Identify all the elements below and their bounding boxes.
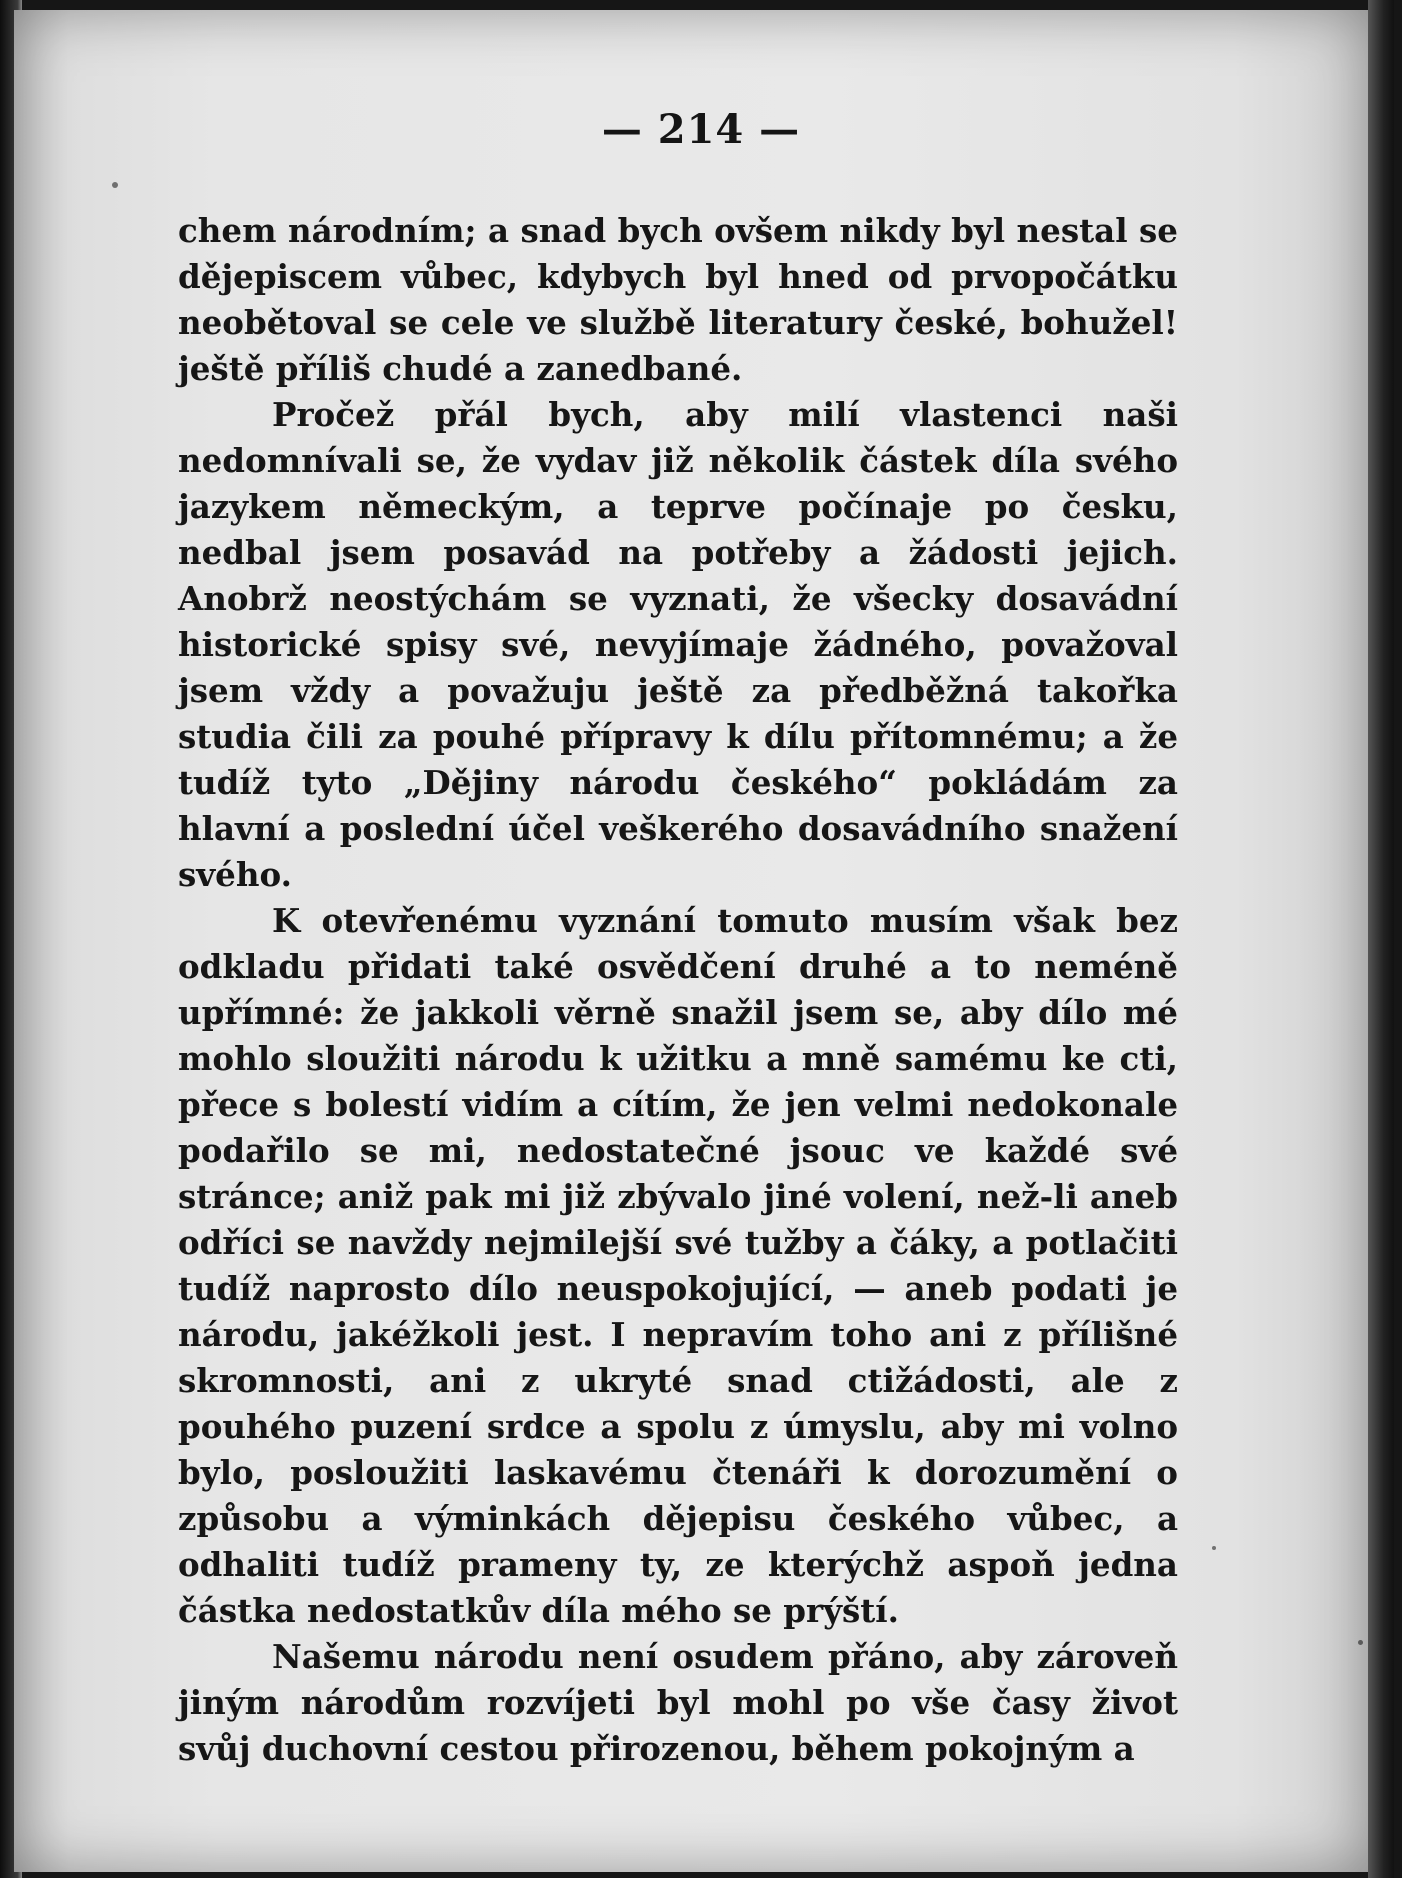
page-number-header: — 214 — (601, 106, 801, 153)
paragraph-4: Našemu národu není osudem přáno, aby zároveň jiným národům rozvíjeti byl mohl po vše časy život svůj duchovní cestou přirozenou, během pokojným a (178, 1637, 1178, 1768)
paragraph-1: chem národním; a snad bych ovšem nikdy byl nestal se dějepiscem vůbec, kdybych byl hned od prvopočátku neobětoval se cele ve službě literatury české, bohužel! ještě příliš chudé a zanedbané. (178, 211, 1178, 388)
paragraph-3: K otevřenému vyznání tomuto musím však bez odkladu přidati také osvědčení druhé a to neméně upřímné: že jakkoli věrně snažil jsem se, aby dílo mé mohlo sloužiti národu k užitku a mně samému ke cti, přece s bolestí vidím a cítím, že jen velmi nedokonale podařilo se mi, nedostatečné jsouc ve každé své stránce; aniž pak mi již zbývalo jiné volení, než-li aneb odříci se navždy nejmilejší své tužby a čáky, a potlačiti tudíž naprosto dílo neuspokojující, — aneb podati je národu, jakéžkoli jest. I nepravím toho ani z přílišné skromnosti, ani z ukryté snad ctižádosti, ale z pouhého puzení srdce a spolu z úmyslu, aby mi volno bylo, posloužiti laskavému čtenáři k dorozumění o způsobu a výminkách dějepisu českého vůbec, a odhaliti tudíž prameny ty, ze kterýchž aspoň jedna částka nedostatkův díla mého se prýští. (178, 901, 1178, 1630)
ink-speck (1212, 1546, 1216, 1550)
page-body (178, 208, 1178, 1772)
book-edge-shadow (1368, 0, 1394, 1878)
ink-speck (1358, 1640, 1363, 1645)
paragraph-2: Pročež přál bych, aby milí vlastenci naši nedomnívali se, že vydav již několik částek díla svého jazykem německým, a teprve počínaje po česku, nedbal jsem posavád na potřeby a žádosti jejich. Anobrž neostýchám se vyznati, že všecky dosavádní historické spisy své, nevyjímaje žádného, považoval jsem vždy a považuju ještě za předběžná takořka studia čili za pouhé přípravy k dílu přítomnému; a že tudíž tyto „Dějiny národu českého“ pokládám za hlavní a poslední účel veškerého dosavádního snažení svého. (178, 395, 1178, 894)
ink-speck (112, 182, 118, 188)
